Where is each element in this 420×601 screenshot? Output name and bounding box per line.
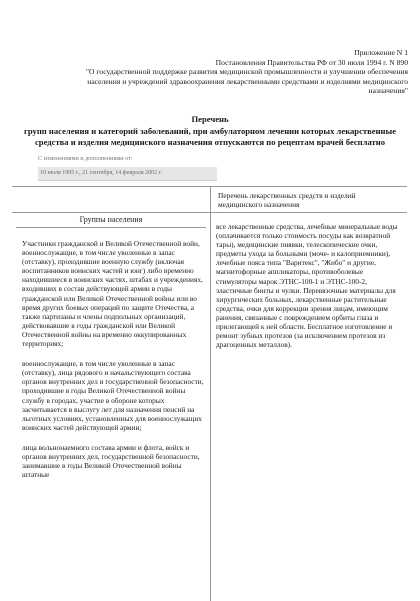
group-paragraph: Участники гражданской и Великой Отечественной войн, военнослужащие, в том числе уволенные в запас (отставку), проходившие военную службу (включая воспитанников воинских частей и юнг) либо временно находившиеся в воинских частях, штабах и учреждениях, входивших в состав действующей армии в годы гражданской или Великой Отечественной войны или во время других боевых операций по защите Отечества, а также партизаны и члены подпольных организаций, действовавшие в годы гражданской или Великой Отечественной войны на временно оккупированных территориях;	[22, 239, 203, 349]
decree-reference: Постановления Правительства РФ от 30 июля 1994 г. N 890	[215, 57, 408, 67]
column-header-medicines: Перечень лекарственных средств и изделий медицинского назначения	[218, 191, 356, 210]
column-header-groups: Группы населения	[16, 212, 206, 228]
amendments-label: С изменениями и дополнениями от:	[38, 155, 133, 162]
medicines-cell	[216, 222, 402, 349]
amendments-dates-link[interactable]: 10 июля 1995 г., 21 сентября, 14 февраля 2002 г.	[38, 167, 217, 181]
title-subheading: групп населения и категорий заболеваний, при амбулаторном лечении которых лекарственные средства и изделия медицинского назначения отпускаются по рецептам врачей бесплатно	[23, 125, 397, 148]
medicines-list: все лекарственные средства, лечебные минеральные воды (оплачивается только стоимость посуды как возвратной тары), медицинские пиявки, телескопические очки, предметы ухода за больными (моче- и калоприемники), лечебные пояса типа "Варитекс", "Жибо" и другие, магнитофорные аппликаторы, противоболевые стимуляторы марок ЭТНС-100-1 и ЭТНС-100-2, эластичные бинты и чулки. Перевязочные материалы для хирургических больных, лекарственные растительные средства, очки для коррекции зрения лицам, имеющим ранения, связанные с повреждением орбиты глаза и прилегающей к ней области. Бесплатное изготовление и ремонт зубных протезов (за исключением протезов из драгоценных металлов).	[216, 222, 398, 350]
benefits-table	[12, 186, 407, 601]
groups-cell	[22, 239, 206, 490]
appendix-number: Приложение N 1	[354, 48, 408, 57]
title-heading: Перечень	[191, 114, 229, 124]
decree-title: "О государственной поддержке развития медицинской промышленности и улучшении обеспечения населения и учреждений здравоохранения лекарственными средствами и изделиями медицинского назначения"	[85, 67, 408, 96]
column-divider	[210, 187, 211, 601]
amendments-block	[38, 154, 318, 181]
group-paragraph: военнослужащие, в том числе уволенные в запас (отставку), лица рядового и начальствующего состава органов внутренних дел и государственной безопасности, проходившие в годы Великой Отечественной войны службу в городах, участие в обороне которых засчитывается в выслугу лет для назначения пенсий на льготных условиях, установленных для военнослужащих воинских частей действующей армии;	[22, 359, 204, 432]
group-paragraph: лица вольнонаемного состава армии и флота, войск и органов внутренних дел, государственной безопасности, занимавшие в годы Великой Отечественной войны штатные	[22, 442, 200, 480]
appendix-header	[68, 48, 408, 96]
document-title	[20, 114, 400, 149]
